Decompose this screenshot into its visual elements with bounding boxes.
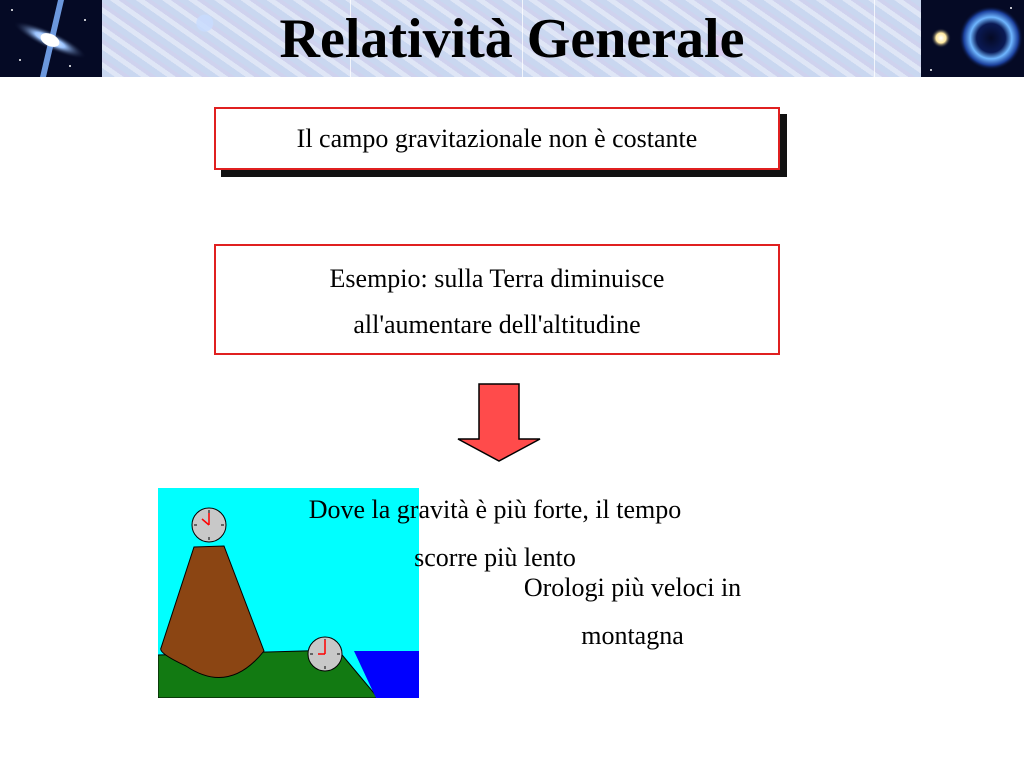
down-arrow-icon	[456, 383, 542, 463]
clocks-line-2: montagna	[581, 621, 684, 650]
example-box	[214, 244, 780, 355]
gravity-line-2: scorre più lento	[414, 543, 576, 572]
clocks-line-1: Orologi più veloci in	[523, 573, 742, 602]
statement-box: Il campo gravitazionale non è costante	[214, 107, 780, 170]
title-banner	[0, 0, 1024, 77]
example-line-1: Esempio: sulla Terra diminuisce	[329, 264, 665, 293]
example-line-2: all'aumentare dell'altitudine	[353, 310, 641, 339]
mountain-clocks-text	[460, 564, 805, 660]
slide-title: Relatività Generale	[279, 8, 745, 70]
gravity-line-1: Dove la gravità è più forte, il tempo	[308, 495, 682, 524]
ground-clock-icon	[308, 637, 342, 671]
mountain-clock-icon	[192, 508, 226, 542]
